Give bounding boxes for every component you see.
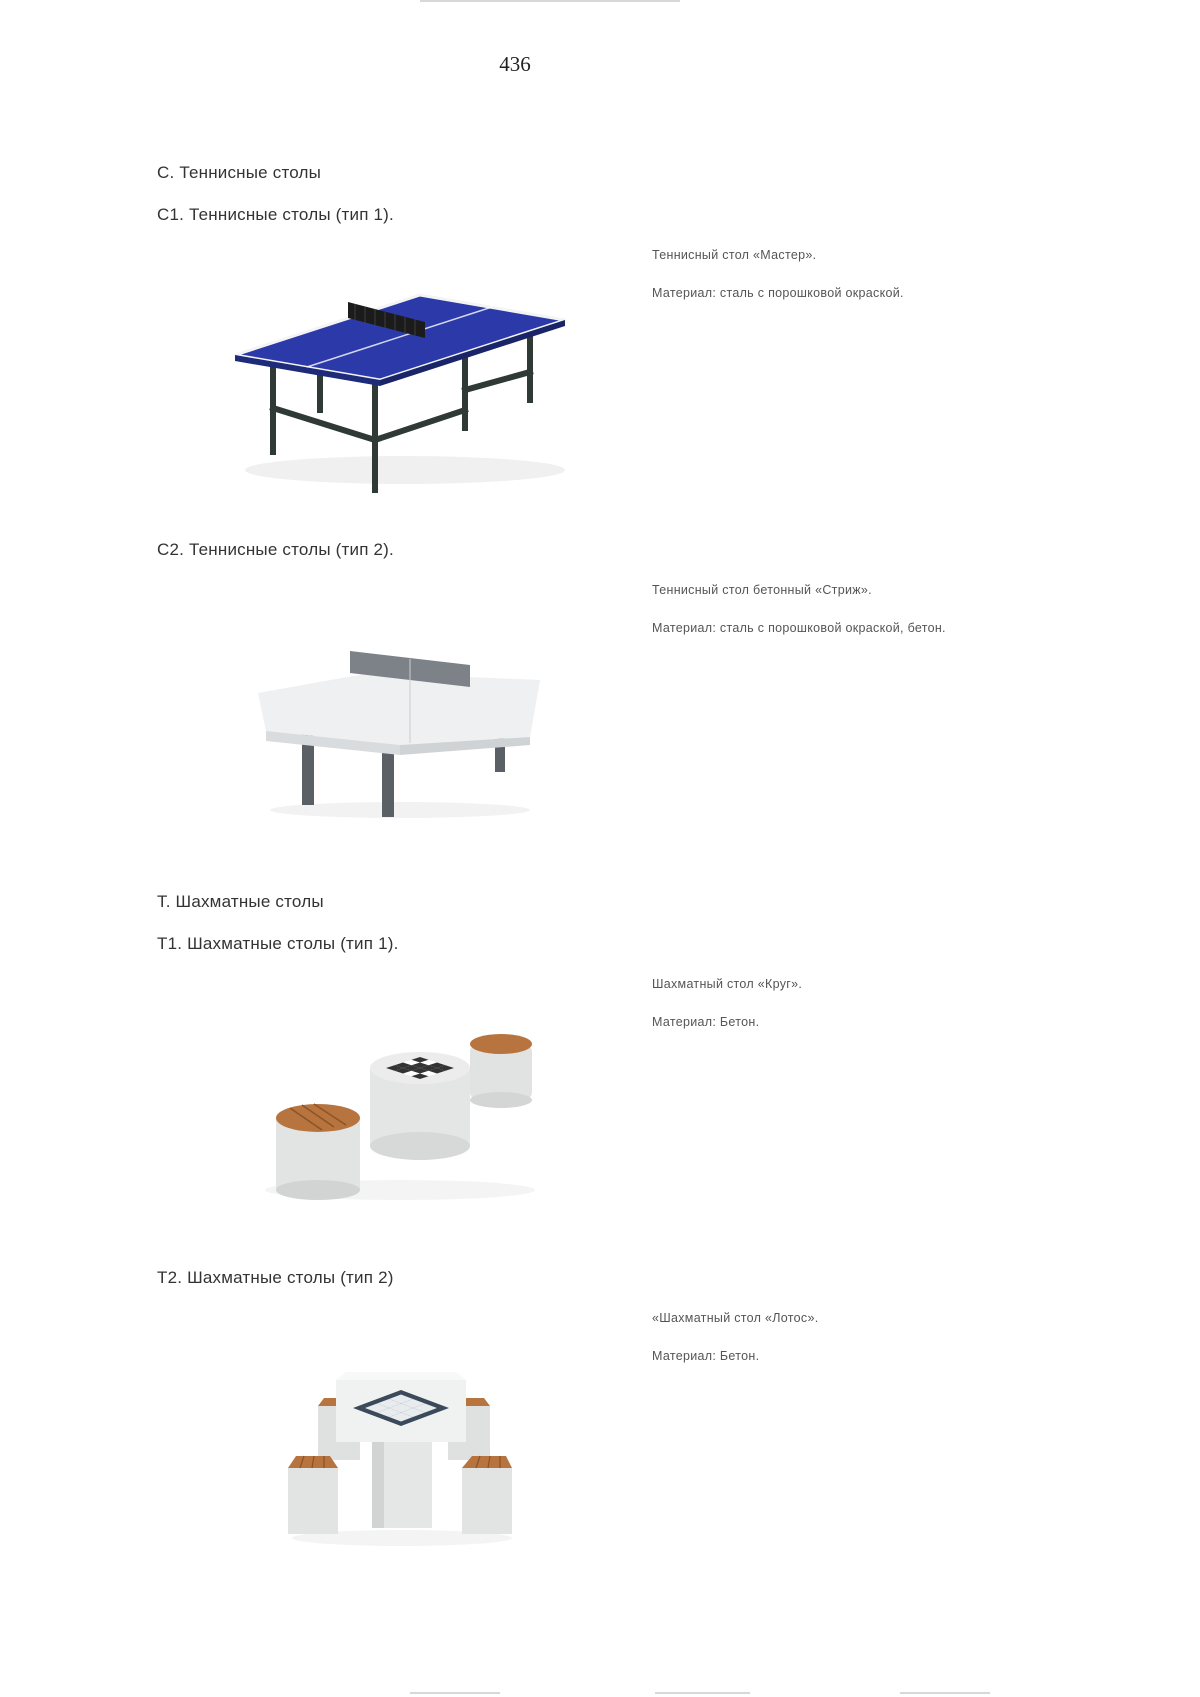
product-material-master: Материал: сталь с порошковой окраской. [652, 286, 904, 300]
product-name-krug: Шахматный стол «Круг». [652, 977, 803, 991]
product-name-lotos: «Шахматный стол «Лотос». [652, 1311, 819, 1325]
tennis-table-strizh-image [250, 645, 550, 825]
tennis-table-master-image [225, 290, 585, 500]
product-material-lotos: Материал: Бетон. [652, 1349, 760, 1363]
section-heading-chess: Т. Шахматные столы [157, 892, 324, 911]
chess-table-lotos-image [280, 1370, 525, 1550]
chess-table-krug-image [260, 1030, 550, 1205]
scan-edge-mark-bottom-3 [900, 1692, 990, 1694]
product-material-krug: Материал: Бетон. [652, 1015, 760, 1029]
section-heading-tennis: С. Теннисные столы [157, 163, 322, 182]
subheading-t1: Т1. Шахматные столы (тип 1). [157, 934, 399, 953]
subheading-t2: Т2. Шахматные столы (тип 2) [157, 1268, 394, 1287]
scan-edge-mark-bottom-2 [655, 1692, 750, 1694]
product-material-strizh: Материал: сталь с порошковой окраской, бетон. [652, 621, 946, 635]
subheading-c2: С2. Теннисные столы (тип 2). [157, 540, 394, 559]
scan-edge-mark-top [420, 0, 680, 2]
product-name-master: Теннисный стол «Мастер». [652, 248, 817, 262]
product-name-strizh: Теннисный стол бетонный «Стриж». [652, 583, 872, 597]
page-number: 436 [499, 52, 531, 76]
scan-edge-mark-bottom-1 [410, 1692, 500, 1694]
subheading-c1: С1. Теннисные столы (тип 1). [157, 205, 394, 224]
